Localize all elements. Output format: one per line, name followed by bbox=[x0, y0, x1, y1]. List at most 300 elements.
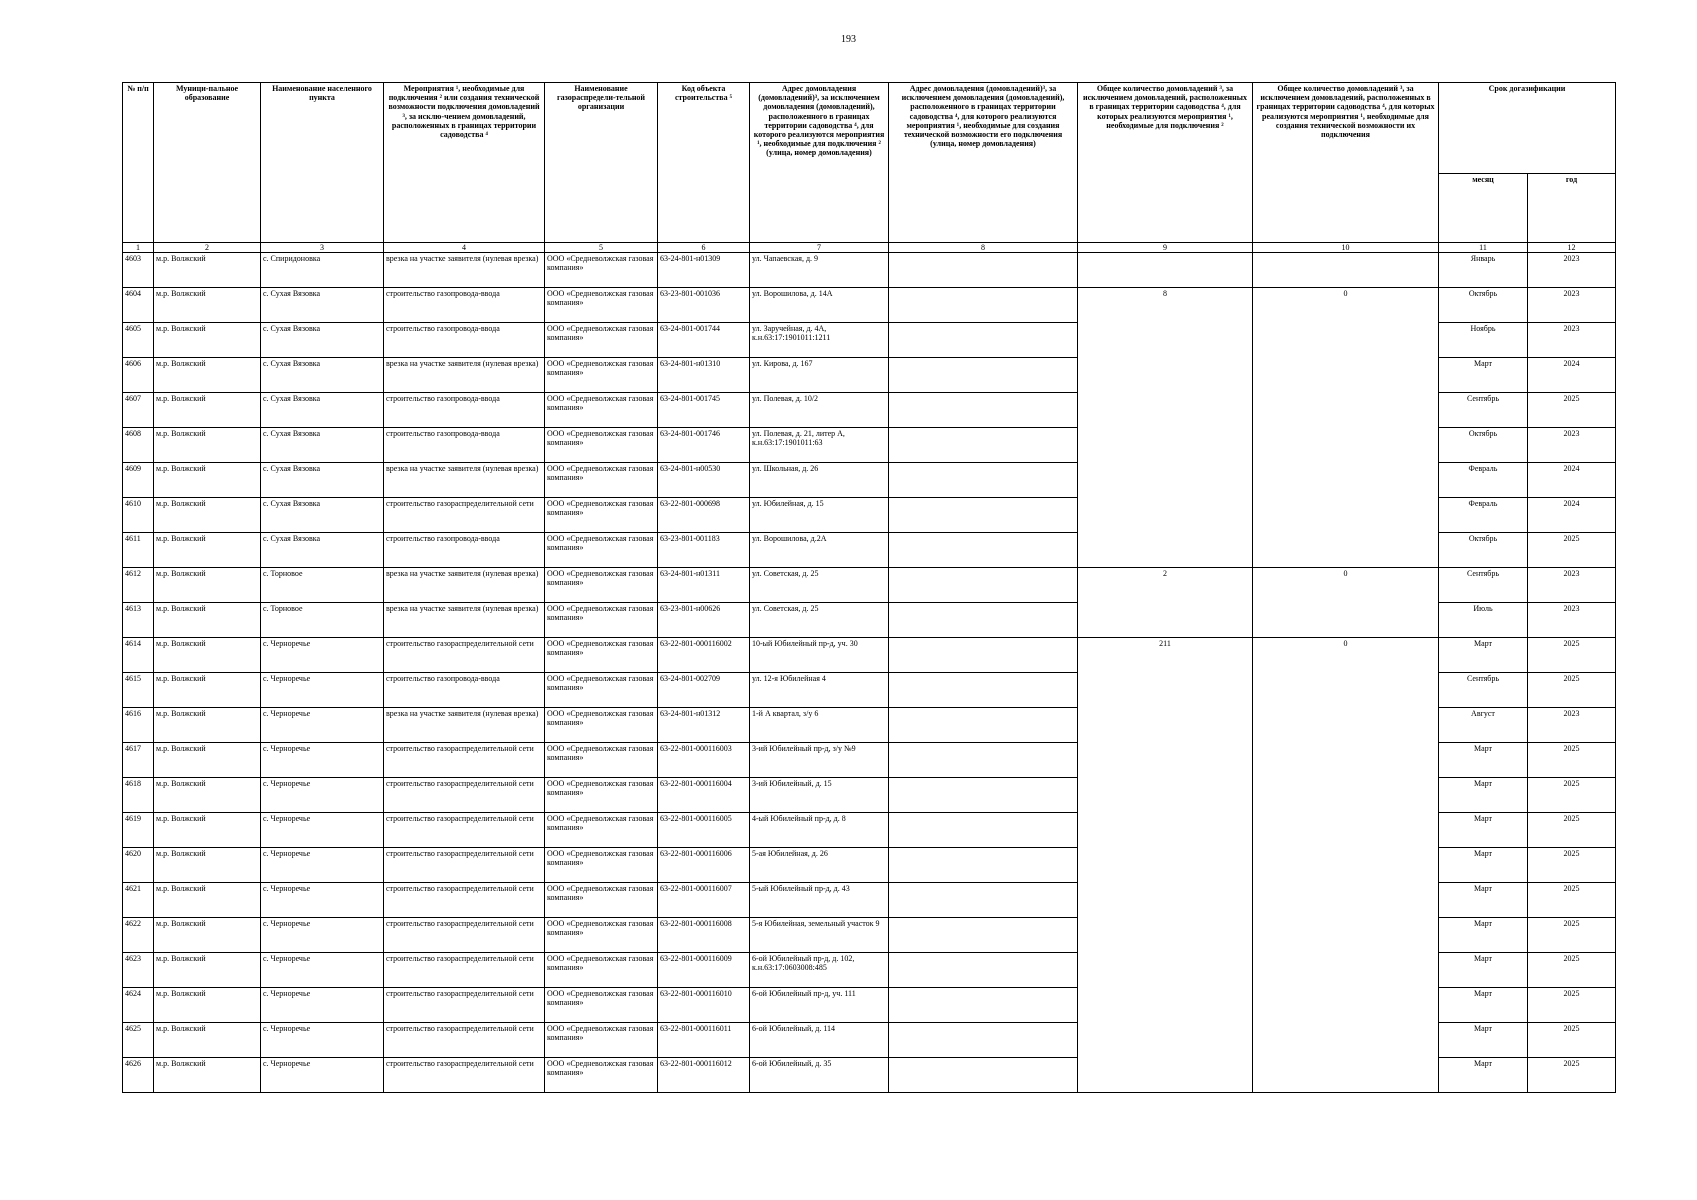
count-technical-cell bbox=[1253, 988, 1439, 1023]
municipality-cell: м.р. Волжский bbox=[154, 288, 261, 323]
table-row bbox=[123, 1023, 1616, 1058]
table-row bbox=[123, 638, 1616, 673]
year-cell: 2025 bbox=[1528, 953, 1616, 988]
settlement-cell: с. Черноречье bbox=[261, 743, 384, 778]
settlement-cell: с. Черноречье bbox=[261, 813, 384, 848]
object-code-cell: 63-24-801-н01312 bbox=[658, 708, 750, 743]
table-row bbox=[123, 918, 1616, 953]
object-code-cell: 63-22-801-000116007 bbox=[658, 883, 750, 918]
organization-cell: ООО «Средневолжская газовая компания» bbox=[545, 918, 658, 953]
row-number: 4619 bbox=[123, 813, 154, 848]
measure-cell: строительство газопровода-ввода bbox=[384, 673, 545, 708]
object-code-cell: 63-24-801-н01309 bbox=[658, 253, 750, 288]
settlement-cell: с. Сухая Вязовка bbox=[261, 323, 384, 358]
address-cell: 10-ый Юбилейный пр-д, уч. 30 bbox=[750, 638, 889, 673]
count-technical-cell bbox=[1253, 393, 1439, 428]
count-technical-cell bbox=[1253, 603, 1439, 638]
address-cell: 6-ой Юбилейный, д. 114 bbox=[750, 1023, 889, 1058]
table-row bbox=[123, 883, 1616, 918]
count-technical-cell bbox=[1253, 358, 1439, 393]
row-number: 4609 bbox=[123, 463, 154, 498]
count-technical-cell bbox=[1253, 533, 1439, 568]
measure-cell: строительство газораспределительной сети bbox=[384, 1058, 545, 1093]
object-code-cell: 63-24-801-002709 bbox=[658, 673, 750, 708]
measure-cell: строительство газораспределительной сети bbox=[384, 953, 545, 988]
address-cell: ул. Кирова, д. 167 bbox=[750, 358, 889, 393]
object-code-cell: 63-22-801-000116012 bbox=[658, 1058, 750, 1093]
municipality-cell: м.р. Волжский bbox=[154, 778, 261, 813]
month-cell: Сентябрь bbox=[1439, 673, 1528, 708]
municipality-cell: м.р. Волжский bbox=[154, 358, 261, 393]
month-cell: Март bbox=[1439, 883, 1528, 918]
table-row bbox=[123, 288, 1616, 323]
month-cell: Март bbox=[1439, 813, 1528, 848]
column-number: 7 bbox=[750, 243, 889, 253]
organization-cell: ООО «Средневолжская газовая компания» bbox=[545, 638, 658, 673]
organization-cell: ООО «Средневолжская газовая компания» bbox=[545, 253, 658, 288]
settlement-cell: с. Сухая Вязовка bbox=[261, 288, 384, 323]
month-cell: Март bbox=[1439, 638, 1528, 673]
count-connection-cell: 8 bbox=[1078, 288, 1253, 323]
row-number: 4608 bbox=[123, 428, 154, 463]
month-cell: Март bbox=[1439, 1023, 1528, 1058]
month-cell: Март bbox=[1439, 988, 1528, 1023]
municipality-cell: м.р. Волжский bbox=[154, 953, 261, 988]
year-cell: 2025 bbox=[1528, 918, 1616, 953]
municipality-cell: м.р. Волжский bbox=[154, 918, 261, 953]
count-technical-cell bbox=[1253, 1023, 1439, 1058]
count-technical-cell: 0 bbox=[1253, 638, 1439, 673]
count-connection-cell bbox=[1078, 533, 1253, 568]
row-number: 4614 bbox=[123, 638, 154, 673]
column-number: 1 bbox=[123, 243, 154, 253]
table-row bbox=[123, 393, 1616, 428]
year-cell: 2025 bbox=[1528, 813, 1616, 848]
count-connection-cell bbox=[1078, 918, 1253, 953]
address-cell: ул. Ворошилова, д.2А bbox=[750, 533, 889, 568]
count-technical-cell bbox=[1253, 463, 1439, 498]
column-number: 4 bbox=[384, 243, 545, 253]
address-cell: ул. Чапаевская, д. 9 bbox=[750, 253, 889, 288]
count-technical-cell bbox=[1253, 883, 1439, 918]
municipality-cell: м.р. Волжский bbox=[154, 393, 261, 428]
count-technical-cell bbox=[1253, 323, 1439, 358]
municipality-cell: м.р. Волжский bbox=[154, 1058, 261, 1093]
object-code-cell: 63-24-801-001745 bbox=[658, 393, 750, 428]
row-number: 4623 bbox=[123, 953, 154, 988]
count-technical-cell bbox=[1253, 708, 1439, 743]
count-technical-cell bbox=[1253, 918, 1439, 953]
organization-cell: ООО «Средневолжская газовая компания» bbox=[545, 533, 658, 568]
object-code-cell: 63-22-801-000116009 bbox=[658, 953, 750, 988]
count-connection-cell bbox=[1078, 953, 1253, 988]
header-count-connection: Общее количество домовладений ³, за исключением домовладений, расположенных в границах территории садоводства ⁴, для которых реализуются мероприятия ¹, необходимые для подключения ² bbox=[1078, 83, 1253, 243]
count-connection-cell bbox=[1078, 813, 1253, 848]
object-code-cell: 63-22-801-000116008 bbox=[658, 918, 750, 953]
address-technical-cell bbox=[889, 1058, 1078, 1093]
table-row bbox=[123, 708, 1616, 743]
year-cell: 2025 bbox=[1528, 778, 1616, 813]
count-connection-cell bbox=[1078, 603, 1253, 638]
municipality-cell: м.р. Волжский bbox=[154, 883, 261, 918]
column-number: 6 bbox=[658, 243, 750, 253]
settlement-cell: с. Сухая Вязовка bbox=[261, 533, 384, 568]
municipality-cell: м.р. Волжский bbox=[154, 603, 261, 638]
address-cell: ул. Юбилейная, д. 15 bbox=[750, 498, 889, 533]
address-technical-cell bbox=[889, 953, 1078, 988]
column-number: 2 bbox=[154, 243, 261, 253]
measure-cell: строительство газопровода-ввода bbox=[384, 323, 545, 358]
count-connection-cell bbox=[1078, 883, 1253, 918]
count-connection-cell bbox=[1078, 463, 1253, 498]
settlement-cell: с. Черноречье bbox=[261, 953, 384, 988]
object-code-cell: 63-22-801-000698 bbox=[658, 498, 750, 533]
address-cell: 1-й А квартал, з/у 6 bbox=[750, 708, 889, 743]
settlement-cell: с. Сухая Вязовка bbox=[261, 498, 384, 533]
month-cell: Март bbox=[1439, 358, 1528, 393]
table-row bbox=[123, 253, 1616, 288]
address-cell: ул. Полевая, д. 21, литер А, к.н.63:17:1901011:63 bbox=[750, 428, 889, 463]
organization-cell: ООО «Средневолжская газовая компания» bbox=[545, 1058, 658, 1093]
header-measures: Мероприятия ¹, необходимые для подключения ² или создания технической возможности подключения домовладений ³, за исклю-чением домовладений, расположенных в границах территории садоводства ⁴ bbox=[384, 83, 545, 243]
count-connection-cell bbox=[1078, 848, 1253, 883]
count-technical-cell bbox=[1253, 428, 1439, 463]
header-count-technical: Общее количество домовладений ³, за исключением домовладений, расположенных в границах территории садоводства ⁴, для которых реализуются мероприятия ¹, необходимые для создания технической возможности их подключения bbox=[1253, 83, 1439, 243]
year-cell: 2025 bbox=[1528, 638, 1616, 673]
table-row bbox=[123, 603, 1616, 638]
count-technical-cell bbox=[1253, 1058, 1439, 1093]
address-cell: 3-ий Юбилейный, д. 15 bbox=[750, 778, 889, 813]
year-cell: 2024 bbox=[1528, 358, 1616, 393]
address-cell: ул. Ворошилова, д. 14А bbox=[750, 288, 889, 323]
organization-cell: ООО «Средневолжская газовая компания» bbox=[545, 743, 658, 778]
table-row bbox=[123, 813, 1616, 848]
settlement-cell: с. Спиридоновка bbox=[261, 253, 384, 288]
measure-cell: строительство газопровода-ввода bbox=[384, 533, 545, 568]
address-cell: 5-ый Юбилейный пр-д, д. 43 bbox=[750, 883, 889, 918]
address-technical-cell bbox=[889, 918, 1078, 953]
year-cell: 2024 bbox=[1528, 498, 1616, 533]
address-technical-cell bbox=[889, 568, 1078, 603]
settlement-cell: с. Черноречье bbox=[261, 988, 384, 1023]
row-number: 4611 bbox=[123, 533, 154, 568]
address-technical-cell bbox=[889, 1023, 1078, 1058]
municipality-cell: м.р. Волжский bbox=[154, 638, 261, 673]
object-code-cell: 63-22-801-000116010 bbox=[658, 988, 750, 1023]
measure-cell: строительство газораспределительной сети bbox=[384, 498, 545, 533]
organization-cell: ООО «Средневолжская газовая компания» bbox=[545, 778, 658, 813]
address-technical-cell bbox=[889, 743, 1078, 778]
column-number: 11 bbox=[1439, 243, 1528, 253]
object-code-cell: 63-24-801-н01311 bbox=[658, 568, 750, 603]
measure-cell: строительство газораспределительной сети bbox=[384, 918, 545, 953]
table-row bbox=[123, 848, 1616, 883]
year-cell: 2023 bbox=[1528, 288, 1616, 323]
municipality-cell: м.р. Волжский bbox=[154, 533, 261, 568]
settlement-cell: с. Черноречье bbox=[261, 638, 384, 673]
settlement-cell: с. Сухая Вязовка bbox=[261, 463, 384, 498]
measure-cell: врезка на участке заявителя (нулевая врезка) bbox=[384, 358, 545, 393]
object-code-cell: 63-22-801-000116005 bbox=[658, 813, 750, 848]
row-number: 4606 bbox=[123, 358, 154, 393]
address-technical-cell bbox=[889, 498, 1078, 533]
row-number: 4617 bbox=[123, 743, 154, 778]
address-technical-cell bbox=[889, 323, 1078, 358]
table-body bbox=[123, 253, 1616, 1093]
table-row bbox=[123, 988, 1616, 1023]
address-cell: 5-ая Юбилейная, д. 26 bbox=[750, 848, 889, 883]
count-connection-cell bbox=[1078, 778, 1253, 813]
object-code-cell: 63-22-801-000116002 bbox=[658, 638, 750, 673]
address-technical-cell bbox=[889, 638, 1078, 673]
column-number: 9 bbox=[1078, 243, 1253, 253]
settlement-cell: с. Торновое bbox=[261, 603, 384, 638]
column-number: 5 bbox=[545, 243, 658, 253]
month-cell: Март bbox=[1439, 778, 1528, 813]
municipality-cell: м.р. Волжский bbox=[154, 253, 261, 288]
month-cell: Октябрь bbox=[1439, 288, 1528, 323]
header-address-connection: Адрес домовладения (домовладений)³, за исключением домовладения (домовладений), расположенного в границах территории садоводства ⁴, для которого реализуются мероприятия ¹, необходимые для подключения ² (улица, номер домовладения) bbox=[750, 83, 889, 243]
row-number: 4612 bbox=[123, 568, 154, 603]
address-technical-cell bbox=[889, 358, 1078, 393]
row-number: 4624 bbox=[123, 988, 154, 1023]
table-row bbox=[123, 778, 1616, 813]
table-row bbox=[123, 428, 1616, 463]
measure-cell: строительство газораспределительной сети bbox=[384, 848, 545, 883]
municipality-cell: м.р. Волжский bbox=[154, 463, 261, 498]
header-gasification-deadline: Срок догазификации bbox=[1439, 83, 1616, 174]
organization-cell: ООО «Средневолжская газовая компания» bbox=[545, 953, 658, 988]
settlement-cell: с. Черноречье bbox=[261, 918, 384, 953]
object-code-cell: 63-24-801-н00530 bbox=[658, 463, 750, 498]
count-connection-cell bbox=[1078, 498, 1253, 533]
settlement-cell: с. Сухая Вязовка bbox=[261, 393, 384, 428]
object-code-cell: 63-23-801-н00626 bbox=[658, 603, 750, 638]
measure-cell: строительство газораспределительной сети bbox=[384, 638, 545, 673]
row-number: 4622 bbox=[123, 918, 154, 953]
year-cell: 2025 bbox=[1528, 1058, 1616, 1093]
municipality-cell: м.р. Волжский bbox=[154, 1023, 261, 1058]
municipality-cell: м.р. Волжский bbox=[154, 708, 261, 743]
object-code-cell: 63-22-801-000116003 bbox=[658, 743, 750, 778]
municipality-cell: м.р. Волжский bbox=[154, 498, 261, 533]
row-number: 4610 bbox=[123, 498, 154, 533]
count-connection-cell bbox=[1078, 988, 1253, 1023]
address-technical-cell bbox=[889, 883, 1078, 918]
measure-cell: строительство газораспределительной сети bbox=[384, 743, 545, 778]
count-connection-cell bbox=[1078, 673, 1253, 708]
address-cell: ул. Заручейная, д. 4А, к.н.63:17:1901011:1211 bbox=[750, 323, 889, 358]
month-cell: Март bbox=[1439, 1058, 1528, 1093]
measure-cell: врезка на участке заявителя (нулевая врезка) bbox=[384, 463, 545, 498]
gasification-table bbox=[122, 82, 1616, 1093]
object-code-cell: 63-22-801-000116011 bbox=[658, 1023, 750, 1058]
header-gas-organization: Наименование газораспредели-тельной организации bbox=[545, 83, 658, 243]
header-object-code: Код объекта строительства ⁵ bbox=[658, 83, 750, 243]
settlement-cell: с. Черноречье bbox=[261, 673, 384, 708]
address-cell: 6-ой Юбилейный пр-д, уч. 111 bbox=[750, 988, 889, 1023]
address-technical-cell bbox=[889, 708, 1078, 743]
address-cell: ул. Полевая, д. 10/2 bbox=[750, 393, 889, 428]
year-cell: 2025 bbox=[1528, 988, 1616, 1023]
settlement-cell: с. Черноречье bbox=[261, 883, 384, 918]
object-code-cell: 63-22-801-000116006 bbox=[658, 848, 750, 883]
count-connection-cell bbox=[1078, 743, 1253, 778]
table-row bbox=[123, 568, 1616, 603]
organization-cell: ООО «Средневолжская газовая компания» bbox=[545, 568, 658, 603]
count-technical-cell bbox=[1253, 743, 1439, 778]
count-connection-cell bbox=[1078, 358, 1253, 393]
row-number: 4603 bbox=[123, 253, 154, 288]
table-row bbox=[123, 673, 1616, 708]
month-cell: Март bbox=[1439, 918, 1528, 953]
table-row bbox=[123, 1058, 1616, 1093]
count-connection-cell bbox=[1078, 1023, 1253, 1058]
address-cell: ул. 12-я Юбилейная 4 bbox=[750, 673, 889, 708]
count-technical-cell bbox=[1253, 498, 1439, 533]
count-connection-cell bbox=[1078, 428, 1253, 463]
organization-cell: ООО «Средневолжская газовая компания» bbox=[545, 708, 658, 743]
column-number: 12 bbox=[1528, 243, 1616, 253]
table-row bbox=[123, 323, 1616, 358]
header-address-technical: Адрес домовладения (домовладений)³, за исключением домовладения (домовладений), расположенного в границах территории садоводства ⁴, для которого реализуются мероприятия ¹, необходимые для создания технической возможности его подключения (улица, номер домовладения) bbox=[889, 83, 1078, 243]
count-connection-cell: 211 bbox=[1078, 638, 1253, 673]
measure-cell: врезка на участке заявителя (нулевая врезка) bbox=[384, 253, 545, 288]
month-cell: Август bbox=[1439, 708, 1528, 743]
address-cell: 4-ый Юбилейный пр-д, д. 8 bbox=[750, 813, 889, 848]
row-number: 4604 bbox=[123, 288, 154, 323]
column-number: 10 bbox=[1253, 243, 1439, 253]
organization-cell: ООО «Средневолжская газовая компания» bbox=[545, 463, 658, 498]
table-row bbox=[123, 533, 1616, 568]
municipality-cell: м.р. Волжский bbox=[154, 568, 261, 603]
month-cell: Март bbox=[1439, 953, 1528, 988]
table-row bbox=[123, 498, 1616, 533]
month-cell: Июль bbox=[1439, 603, 1528, 638]
address-cell: 6-ой Юбилейный пр-д, д. 102, к.н.63:17:0603008:485 bbox=[750, 953, 889, 988]
measure-cell: строительство газораспределительной сети bbox=[384, 988, 545, 1023]
address-technical-cell bbox=[889, 463, 1078, 498]
count-connection-cell bbox=[1078, 393, 1253, 428]
municipality-cell: м.р. Волжский bbox=[154, 743, 261, 778]
month-cell: Февраль bbox=[1439, 463, 1528, 498]
measure-cell: строительство газораспределительной сети bbox=[384, 883, 545, 918]
year-cell: 2025 bbox=[1528, 1023, 1616, 1058]
measure-cell: строительство газопровода-ввода bbox=[384, 288, 545, 323]
month-cell: Сентябрь bbox=[1439, 393, 1528, 428]
month-cell: Март bbox=[1439, 848, 1528, 883]
measure-cell: врезка на участке заявителя (нулевая врезка) bbox=[384, 568, 545, 603]
year-cell: 2025 bbox=[1528, 883, 1616, 918]
count-technical-cell: 0 bbox=[1253, 568, 1439, 603]
row-number: 4621 bbox=[123, 883, 154, 918]
municipality-cell: м.р. Волжский bbox=[154, 323, 261, 358]
measure-cell: врезка на участке заявителя (нулевая врезка) bbox=[384, 708, 545, 743]
table-row bbox=[123, 743, 1616, 778]
year-cell: 2025 bbox=[1528, 743, 1616, 778]
address-cell: ул. Советская, д. 25 bbox=[750, 603, 889, 638]
year-cell: 2023 bbox=[1528, 253, 1616, 288]
organization-cell: ООО «Средневолжская газовая компания» bbox=[545, 1023, 658, 1058]
municipality-cell: м.р. Волжский bbox=[154, 673, 261, 708]
header-year: год bbox=[1528, 174, 1616, 243]
address-cell: ул. Советская, д. 25 bbox=[750, 568, 889, 603]
address-cell: 3-ий Юбилейный пр-д, з/у №9 bbox=[750, 743, 889, 778]
count-technical-cell bbox=[1253, 813, 1439, 848]
organization-cell: ООО «Средневолжская газовая компания» bbox=[545, 428, 658, 463]
organization-cell: ООО «Средневолжская газовая компания» bbox=[545, 288, 658, 323]
count-connection-cell bbox=[1078, 323, 1253, 358]
organization-cell: ООО «Средневолжская газовая компания» bbox=[545, 393, 658, 428]
table-row bbox=[123, 358, 1616, 393]
year-cell: 2024 bbox=[1528, 463, 1616, 498]
organization-cell: ООО «Средневолжская газовая компания» bbox=[545, 848, 658, 883]
header-month: месяц bbox=[1439, 174, 1528, 243]
table-row bbox=[123, 953, 1616, 988]
organization-cell: ООО «Средневолжская газовая компания» bbox=[545, 813, 658, 848]
count-connection-cell bbox=[1078, 253, 1253, 288]
measure-cell: врезка на участке заявителя (нулевая врезка) bbox=[384, 603, 545, 638]
address-technical-cell bbox=[889, 988, 1078, 1023]
address-cell: 6-ой Юбилейный, д. 35 bbox=[750, 1058, 889, 1093]
year-cell: 2023 bbox=[1528, 603, 1616, 638]
organization-cell: ООО «Средневолжская газовая компания» bbox=[545, 673, 658, 708]
row-number: 4626 bbox=[123, 1058, 154, 1093]
organization-cell: ООО «Средневолжская газовая компания» bbox=[545, 883, 658, 918]
object-code-cell: 63-23-801-001036 bbox=[658, 288, 750, 323]
year-cell: 2023 bbox=[1528, 323, 1616, 358]
settlement-cell: с. Черноречье bbox=[261, 848, 384, 883]
measure-cell: строительство газопровода-ввода bbox=[384, 393, 545, 428]
row-number: 4616 bbox=[123, 708, 154, 743]
table-row bbox=[123, 463, 1616, 498]
page-number: 193 bbox=[841, 34, 856, 45]
count-technical-cell bbox=[1253, 848, 1439, 883]
month-cell: Октябрь bbox=[1439, 428, 1528, 463]
municipality-cell: м.р. Волжский bbox=[154, 813, 261, 848]
header-settlement: Наименование населенного пункта bbox=[261, 83, 384, 243]
address-technical-cell bbox=[889, 673, 1078, 708]
organization-cell: ООО «Средневолжская газовая компания» bbox=[545, 498, 658, 533]
address-technical-cell bbox=[889, 813, 1078, 848]
settlement-cell: с. Черноречье bbox=[261, 1023, 384, 1058]
object-code-cell: 63-24-801-001744 bbox=[658, 323, 750, 358]
settlement-cell: с. Черноречье bbox=[261, 1058, 384, 1093]
month-cell: Октябрь bbox=[1439, 533, 1528, 568]
municipality-cell: м.р. Волжский bbox=[154, 988, 261, 1023]
year-cell: 2023 bbox=[1528, 428, 1616, 463]
row-number: 4613 bbox=[123, 603, 154, 638]
measure-cell: строительство газораспределительной сети bbox=[384, 778, 545, 813]
count-technical-cell bbox=[1253, 673, 1439, 708]
municipality-cell: м.р. Волжский bbox=[154, 848, 261, 883]
row-number: 4605 bbox=[123, 323, 154, 358]
address-technical-cell bbox=[889, 778, 1078, 813]
row-number: 4620 bbox=[123, 848, 154, 883]
municipality-cell: м.р. Волжский bbox=[154, 428, 261, 463]
address-technical-cell bbox=[889, 533, 1078, 568]
object-code-cell: 63-23-801-001183 bbox=[658, 533, 750, 568]
count-technical-cell: 0 bbox=[1253, 288, 1439, 323]
settlement-cell: с. Черноречье bbox=[261, 708, 384, 743]
object-code-cell: 63-24-801-001746 bbox=[658, 428, 750, 463]
measure-cell: строительство газораспределительной сети bbox=[384, 1023, 545, 1058]
count-connection-cell bbox=[1078, 1058, 1253, 1093]
month-cell: Февраль bbox=[1439, 498, 1528, 533]
column-number: 8 bbox=[889, 243, 1078, 253]
organization-cell: ООО «Средневолжская газовая компания» bbox=[545, 358, 658, 393]
count-connection-cell: 2 bbox=[1078, 568, 1253, 603]
